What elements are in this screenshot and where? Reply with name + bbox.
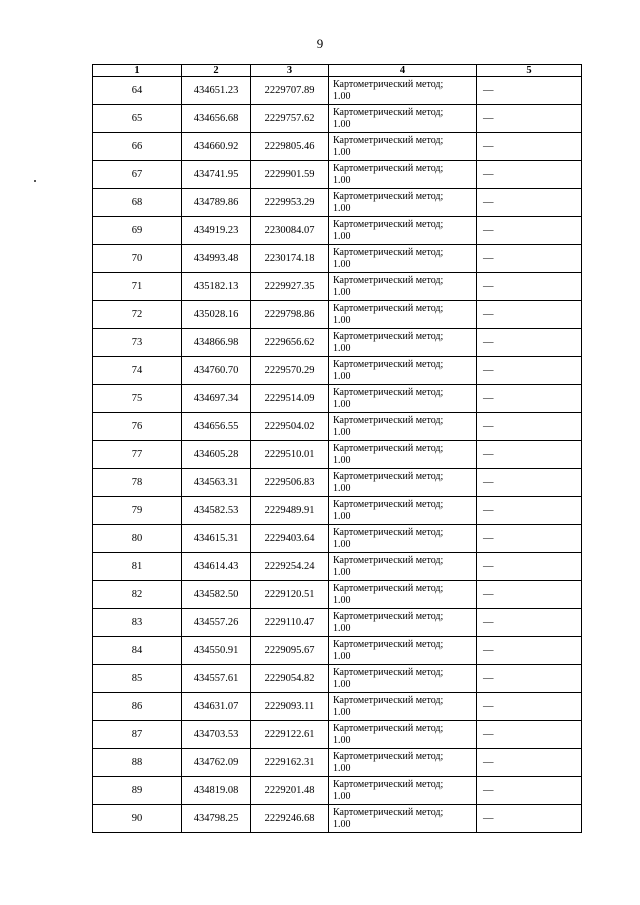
note-cell: — (477, 77, 582, 105)
coord-x: 434993.48 (182, 245, 251, 273)
coord-y: 2229570.29 (251, 357, 329, 385)
point-number: 73 (93, 329, 182, 357)
table-row (93, 105, 582, 133)
point-number: 74 (93, 357, 182, 385)
note-cell: — (477, 637, 582, 665)
coord-x: 434819.08 (182, 777, 251, 805)
method-text: Картометрический метод; (333, 610, 444, 622)
note-cell: — (477, 161, 582, 189)
note-cell: — (477, 581, 582, 609)
accuracy-value: 1.00 (333, 538, 351, 550)
point-number: 76 (93, 413, 182, 441)
coord-y: 2229757.62 (251, 105, 329, 133)
note-cell: — (477, 217, 582, 245)
coord-y: 2229246.68 (251, 805, 329, 833)
coord-x: 434762.09 (182, 749, 251, 777)
accuracy-value: 1.00 (333, 734, 351, 746)
method-text: Картометрический метод; (333, 302, 444, 314)
note-cell: — (477, 329, 582, 357)
accuracy-value: 1.00 (333, 678, 351, 690)
coord-y: 2229707.89 (251, 77, 329, 105)
point-number: 85 (93, 665, 182, 693)
coord-x: 434919.23 (182, 217, 251, 245)
coord-y: 2229120.51 (251, 581, 329, 609)
accuracy-value: 1.00 (333, 426, 351, 438)
coord-x: 434660.92 (182, 133, 251, 161)
coord-y: 2229901.59 (251, 161, 329, 189)
note-cell: — (477, 749, 582, 777)
coord-x: 434582.50 (182, 581, 251, 609)
table-row (93, 749, 582, 777)
scan-artifact-dot (34, 180, 36, 182)
table-row (93, 525, 582, 553)
table-row (93, 273, 582, 301)
method-text: Картометрический метод; (333, 582, 444, 594)
point-number: 80 (93, 525, 182, 553)
header-col-3: 3 (251, 65, 329, 77)
accuracy-value: 1.00 (333, 314, 351, 326)
accuracy-value: 1.00 (333, 398, 351, 410)
table-row (93, 329, 582, 357)
accuracy-value: 1.00 (333, 286, 351, 298)
coord-y: 2229162.31 (251, 749, 329, 777)
method-cell (329, 105, 477, 133)
point-number: 79 (93, 497, 182, 525)
coord-y: 2229095.67 (251, 637, 329, 665)
point-number: 82 (93, 581, 182, 609)
point-number: 68 (93, 189, 182, 217)
method-text: Картометрический метод; (333, 750, 444, 762)
coord-x: 434656.55 (182, 413, 251, 441)
method-text: Картометрический метод; (333, 498, 444, 510)
method-cell (329, 413, 477, 441)
method-text: Картометрический метод; (333, 526, 444, 538)
table-row (93, 245, 582, 273)
method-cell (329, 721, 477, 749)
table-row (93, 581, 582, 609)
coord-y: 2230174.18 (251, 245, 329, 273)
note-cell: — (477, 525, 582, 553)
accuracy-value: 1.00 (333, 174, 351, 186)
coord-y: 2229489.91 (251, 497, 329, 525)
accuracy-value: 1.00 (333, 342, 351, 354)
coord-x: 435182.13 (182, 273, 251, 301)
method-cell (329, 609, 477, 637)
table-row (93, 413, 582, 441)
method-cell (329, 805, 477, 833)
table-body (93, 77, 582, 833)
coordinates-table (92, 64, 582, 833)
method-text: Картометрический метод; (333, 330, 444, 342)
point-number: 66 (93, 133, 182, 161)
accuracy-value: 1.00 (333, 118, 351, 130)
method-text: Картометрический метод; (333, 358, 444, 370)
point-number: 75 (93, 385, 182, 413)
point-number: 83 (93, 609, 182, 637)
coord-x: 434563.31 (182, 469, 251, 497)
accuracy-value: 1.00 (333, 454, 351, 466)
method-text: Картометрический метод; (333, 414, 444, 426)
method-cell (329, 133, 477, 161)
table-row (93, 665, 582, 693)
method-text: Картометрический метод; (333, 78, 444, 90)
table-row (93, 385, 582, 413)
note-cell: — (477, 553, 582, 581)
coord-y: 2229054.82 (251, 665, 329, 693)
coord-y: 2229504.02 (251, 413, 329, 441)
method-cell (329, 553, 477, 581)
coord-y: 2229514.09 (251, 385, 329, 413)
table-row (93, 805, 582, 833)
accuracy-value: 1.00 (333, 230, 351, 242)
method-cell (329, 749, 477, 777)
table-row (93, 441, 582, 469)
method-text: Картометрический метод; (333, 722, 444, 734)
coord-y: 2229403.64 (251, 525, 329, 553)
coord-y: 2229510.01 (251, 441, 329, 469)
accuracy-value: 1.00 (333, 370, 351, 382)
point-number: 67 (93, 161, 182, 189)
coord-x: 434605.28 (182, 441, 251, 469)
table-row (93, 721, 582, 749)
header-col-1: 1 (93, 65, 182, 77)
accuracy-value: 1.00 (333, 202, 351, 214)
method-cell (329, 385, 477, 413)
note-cell: — (477, 609, 582, 637)
note-cell: — (477, 189, 582, 217)
coord-y: 2229093.11 (251, 693, 329, 721)
accuracy-value: 1.00 (333, 90, 351, 102)
table-row (93, 693, 582, 721)
table-row (93, 609, 582, 637)
header-col-4: 4 (329, 65, 477, 77)
table-row (93, 217, 582, 245)
method-cell (329, 77, 477, 105)
method-text: Картометрический метод; (333, 134, 444, 146)
accuracy-value: 1.00 (333, 594, 351, 606)
coord-x: 434582.53 (182, 497, 251, 525)
method-cell (329, 693, 477, 721)
point-number: 72 (93, 301, 182, 329)
coord-x: 434614.43 (182, 553, 251, 581)
method-text: Картометрический метод; (333, 666, 444, 678)
table-header-row (93, 65, 582, 77)
note-cell: — (477, 441, 582, 469)
table-row (93, 497, 582, 525)
accuracy-value: 1.00 (333, 762, 351, 774)
table-row (93, 133, 582, 161)
accuracy-value: 1.00 (333, 510, 351, 522)
coord-x: 434557.61 (182, 665, 251, 693)
point-number: 65 (93, 105, 182, 133)
coord-x: 434656.68 (182, 105, 251, 133)
point-number: 84 (93, 637, 182, 665)
point-number: 69 (93, 217, 182, 245)
table-row (93, 469, 582, 497)
method-text: Картометрический метод; (333, 470, 444, 482)
table-row (93, 301, 582, 329)
method-cell (329, 665, 477, 693)
coord-y: 2229254.24 (251, 553, 329, 581)
coord-x: 434760.70 (182, 357, 251, 385)
coord-x: 434789.86 (182, 189, 251, 217)
point-number: 77 (93, 441, 182, 469)
note-cell: — (477, 413, 582, 441)
coord-x: 434703.53 (182, 721, 251, 749)
point-number: 90 (93, 805, 182, 833)
method-cell (329, 777, 477, 805)
method-cell (329, 581, 477, 609)
method-text: Картометрический метод; (333, 638, 444, 650)
coord-y: 2229805.46 (251, 133, 329, 161)
table-row (93, 357, 582, 385)
point-number: 81 (93, 553, 182, 581)
point-number: 88 (93, 749, 182, 777)
note-cell: — (477, 245, 582, 273)
page-number: 9 (316, 36, 324, 51)
method-text: Картометрический метод; (333, 106, 444, 118)
note-cell: — (477, 105, 582, 133)
point-number: 87 (93, 721, 182, 749)
method-text: Картометрический метод; (333, 778, 444, 790)
coord-y: 2229122.61 (251, 721, 329, 749)
table-row (93, 189, 582, 217)
method-text: Картометрический метод; (333, 694, 444, 706)
table-row (93, 777, 582, 805)
coord-x: 434866.98 (182, 329, 251, 357)
method-text: Картометрический метод; (333, 442, 444, 454)
point-number: 71 (93, 273, 182, 301)
method-text: Картометрический метод; (333, 554, 444, 566)
point-number: 89 (93, 777, 182, 805)
note-cell: — (477, 469, 582, 497)
note-cell: — (477, 385, 582, 413)
coord-y: 2229927.35 (251, 273, 329, 301)
method-cell (329, 525, 477, 553)
coord-y: 2229798.86 (251, 301, 329, 329)
method-cell (329, 189, 477, 217)
method-text: Картометрический метод; (333, 806, 444, 818)
note-cell: — (477, 273, 582, 301)
coord-y: 2229953.29 (251, 189, 329, 217)
method-cell (329, 329, 477, 357)
method-text: Картометрический метод; (333, 162, 444, 174)
table-row (93, 77, 582, 105)
table-row (93, 553, 582, 581)
coord-y: 2230084.07 (251, 217, 329, 245)
accuracy-value: 1.00 (333, 706, 351, 718)
note-cell: — (477, 665, 582, 693)
note-cell: — (477, 721, 582, 749)
accuracy-value: 1.00 (333, 482, 351, 494)
method-cell (329, 637, 477, 665)
method-text: Картометрический метод; (333, 386, 444, 398)
coord-x: 434550.91 (182, 637, 251, 665)
note-cell: — (477, 777, 582, 805)
table-row (93, 161, 582, 189)
coord-y: 2229201.48 (251, 777, 329, 805)
header-col-5: 5 (477, 65, 582, 77)
point-number: 78 (93, 469, 182, 497)
coord-x: 434651.23 (182, 77, 251, 105)
method-cell (329, 357, 477, 385)
coord-x: 434798.25 (182, 805, 251, 833)
method-cell (329, 469, 477, 497)
method-text: Картометрический метод; (333, 246, 444, 258)
coord-x: 434631.07 (182, 693, 251, 721)
note-cell: — (477, 805, 582, 833)
method-cell (329, 301, 477, 329)
header-col-2: 2 (182, 65, 251, 77)
method-cell (329, 161, 477, 189)
note-cell: — (477, 301, 582, 329)
note-cell: — (477, 357, 582, 385)
note-cell: — (477, 497, 582, 525)
method-text: Картометрический метод; (333, 274, 444, 286)
coord-y: 2229110.47 (251, 609, 329, 637)
accuracy-value: 1.00 (333, 650, 351, 662)
coord-y: 2229656.62 (251, 329, 329, 357)
point-number: 64 (93, 77, 182, 105)
method-cell (329, 245, 477, 273)
note-cell: — (477, 693, 582, 721)
coord-x: 435028.16 (182, 301, 251, 329)
coord-x: 434557.26 (182, 609, 251, 637)
method-cell (329, 217, 477, 245)
accuracy-value: 1.00 (333, 622, 351, 634)
method-text: Картометрический метод; (333, 190, 444, 202)
table-row (93, 637, 582, 665)
note-cell: — (477, 133, 582, 161)
coord-x: 434697.34 (182, 385, 251, 413)
accuracy-value: 1.00 (333, 258, 351, 270)
coord-y: 2229506.83 (251, 469, 329, 497)
coord-x: 434741.95 (182, 161, 251, 189)
method-cell (329, 273, 477, 301)
point-number: 70 (93, 245, 182, 273)
accuracy-value: 1.00 (333, 146, 351, 158)
accuracy-value: 1.00 (333, 566, 351, 578)
method-text: Картометрический метод; (333, 218, 444, 230)
point-number: 86 (93, 693, 182, 721)
coord-x: 434615.31 (182, 525, 251, 553)
method-cell (329, 441, 477, 469)
method-cell (329, 497, 477, 525)
accuracy-value: 1.00 (333, 790, 351, 802)
accuracy-value: 1.00 (333, 818, 351, 830)
